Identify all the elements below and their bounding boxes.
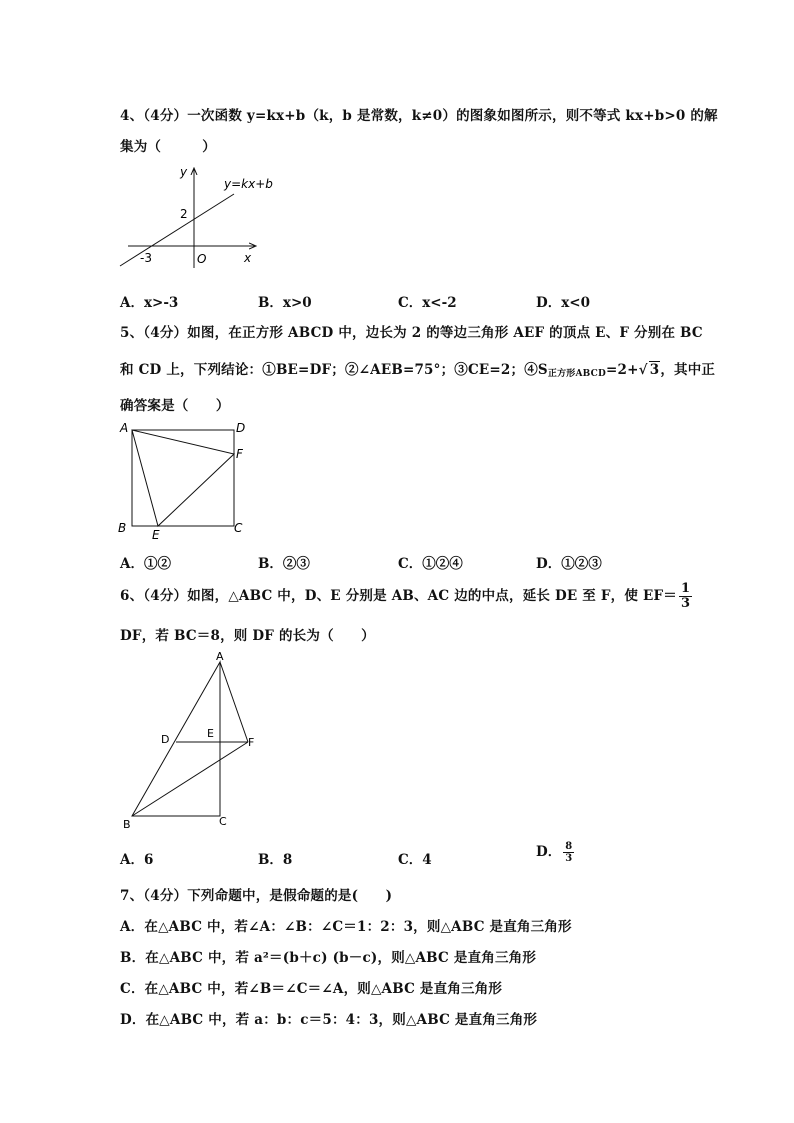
label-F: F	[236, 447, 243, 461]
q7-option-c[interactable]: C．在△ABC 中，若∠B＝∠C＝∠A，则△ABC 是直角三角形	[120, 981, 503, 997]
q4-option-b[interactable]: B．x>0	[258, 295, 312, 311]
q5-option-c[interactable]: C．①②④	[398, 556, 463, 572]
q6-stem-line1	[120, 582, 694, 611]
q7-option-a[interactable]: A．在△ABC 中，若∠A：∠B：∠C＝1：2：3，则△ABC 是直角三角形	[120, 919, 572, 935]
q5-stem-line3: 确答案是（ ）	[120, 398, 230, 414]
label-D: D	[161, 733, 170, 746]
q5-stem-line1: 5、（4分）如图，在正方形 ABCD 中，边长为 2 的等边三角形 AEF 的顶点 E、F 分别在 BC	[120, 325, 703, 341]
q6-stem-line2: DF，若 BC＝8，则 DF 的长为（ ）	[120, 628, 375, 644]
q5-option-b[interactable]: B．②③	[258, 556, 310, 572]
q6-optd-num: 8	[565, 841, 573, 852]
q6-figure	[115, 648, 265, 832]
q6-frac-den: 3	[680, 596, 691, 611]
q5-figure	[112, 418, 252, 542]
q4-stem-line1: 4、（4分）一次函数 y=kx+b（k，b 是常数，k≠0）的图象如图所示，则不等式 kx+b>0 的解	[120, 108, 718, 124]
q4-option-c[interactable]: C．x<-2	[398, 295, 457, 311]
q6-option-d-label: D．	[536, 844, 562, 860]
segment-bf	[132, 742, 248, 816]
label-D: D	[236, 421, 246, 435]
sqrt-icon: √	[638, 362, 648, 378]
q5-option-d[interactable]: D．①②③	[536, 556, 602, 572]
label-E: E	[207, 727, 214, 740]
segment-af	[220, 662, 248, 742]
function-label: y=kx+b	[224, 177, 273, 191]
q5-area-subscript: 正方形ABCD	[547, 369, 607, 379]
label-C: C	[234, 521, 243, 535]
q6-option-d[interactable]	[536, 840, 576, 864]
q6-option-b[interactable]: B．8	[258, 852, 293, 868]
q5-line2-prefix: 和 CD 上，下列结论：①BE=DF；②∠AEB=75°；③CE=2；④S	[120, 362, 548, 378]
q6-option-d-fraction	[563, 841, 574, 864]
label-E: E	[152, 528, 160, 542]
q5-line2-mid: =2+	[606, 362, 639, 378]
label-A: A	[120, 421, 129, 435]
q4-stem-line2: 集为（ ）	[120, 139, 216, 155]
x-axis-label: x	[244, 251, 252, 265]
origin-label: O	[197, 252, 207, 266]
q5-sqrt-radicand: 3	[649, 362, 660, 378]
label-C: C	[219, 815, 227, 828]
y-intercept-label: 2	[180, 207, 188, 221]
q6-option-a[interactable]: A．6	[120, 852, 154, 868]
q5-line2-suffix: ，其中正	[660, 362, 716, 378]
q4-graph	[110, 160, 280, 270]
square-abcd	[132, 430, 234, 526]
y-axis-label: y	[180, 165, 188, 179]
function-line	[120, 194, 234, 266]
label-A: A	[216, 650, 224, 663]
q4-option-d[interactable]: D．x<0	[536, 295, 590, 311]
q6-option-c[interactable]: C．4	[398, 852, 432, 868]
q6-optd-den: 3	[565, 853, 573, 864]
q7-stem: 7、（4分）下列命题中，是假命题的是( )	[120, 888, 393, 904]
q7-option-d[interactable]: D．在△ABC 中，若 a：b：c＝5：4：3，则△ABC 是直角三角形	[120, 1012, 538, 1028]
label-B: B	[118, 521, 127, 535]
triangle-aef	[132, 430, 234, 526]
q5-stem-line2	[120, 358, 715, 379]
x-intercept-label: -3	[140, 251, 152, 265]
q6-frac-num: 1	[680, 581, 691, 596]
q4-option-a[interactable]: A．x>-3	[120, 295, 179, 311]
q6-fraction	[679, 582, 692, 611]
label-B: B	[123, 818, 131, 831]
label-F: F	[248, 736, 255, 749]
q5-option-a[interactable]: A．①②	[120, 556, 171, 572]
q6-line1-text: 6、（4分）如图，△ABC 中，D、E 分别是 AB、AC 边的中点，延长 DE 至 F，使 EF＝	[120, 588, 677, 604]
q7-option-b[interactable]: B．在△ABC 中，若 a²＝(b＋c) (b－c)，则△ABC 是直角三角形	[120, 950, 537, 966]
